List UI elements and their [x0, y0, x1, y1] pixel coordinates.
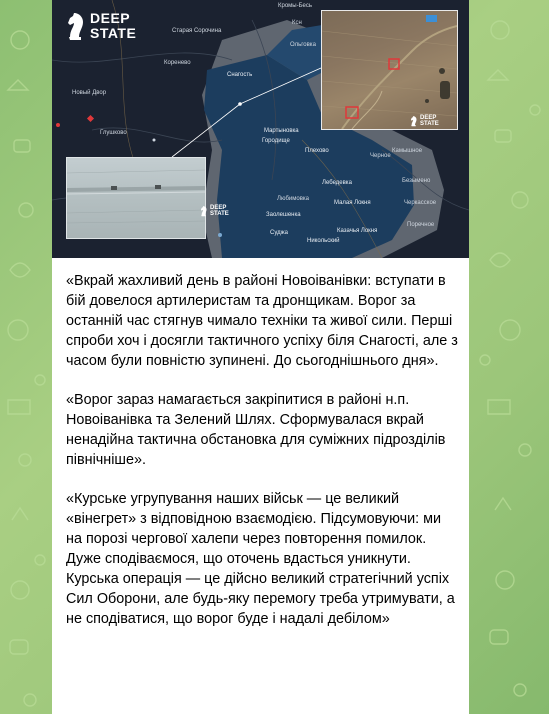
- place-label: Плехово: [305, 148, 329, 154]
- place-label: Черное: [370, 153, 391, 159]
- watermark-line-2: STATE: [420, 121, 439, 127]
- place-label: Никольский: [307, 238, 340, 244]
- message-paragraph: «Курське угрупування наших військ — це великий «вінегрет» з відповідною взаємодією. Підсумовуючи: ми на порозі чергової халепи через повторення помилок. Дуже сподіваємося, що оточень вдасться уникнути. Курська операція — це дійсно великий стратегічний успіх Сил Оборони, але будь-яку перемогу треба утримувати, а не сподіватися, що ворог буде і надалі дебілом»: [66, 491, 455, 627]
- place-label: Кромы-Бесь: [278, 3, 313, 9]
- place-label: Казачья Локня: [337, 228, 378, 234]
- watermark: [410, 115, 439, 127]
- place-label: Ксн: [292, 20, 302, 26]
- aerial-photo-inset-left: [66, 157, 206, 239]
- place-label: Малая Локня: [334, 200, 371, 206]
- aerial-field-graphic: [322, 11, 457, 129]
- place-label: Поречное: [407, 222, 435, 228]
- chess-knight-icon: [410, 115, 417, 127]
- place-label: Камышное: [392, 148, 423, 154]
- message-card: [52, 0, 469, 714]
- watermark-line-2: STATE: [210, 211, 229, 217]
- place-label: Коренево: [164, 60, 191, 66]
- message-text: [66, 271, 458, 648]
- place-label: Городище: [262, 138, 290, 144]
- place-label: Старая Сорочина: [172, 28, 222, 34]
- place-label: Суджа: [270, 230, 288, 236]
- place-label: Черкасское: [404, 200, 437, 206]
- logo-line-1: DEEP: [90, 10, 131, 26]
- place-label: Заолешенка: [266, 212, 301, 218]
- watermark-line-1: DEEP: [210, 205, 227, 211]
- place-label: Лебедевка: [322, 180, 352, 186]
- chess-knight-icon: [200, 205, 207, 217]
- message-paragraph: «Ворог зараз намагається закріпитися в районі н.п. Новоіванівка та Зелений Шлях. Сформувалася вкрай ненадійна тактична обстановка для суміжних підрозділів північніше».: [66, 392, 446, 468]
- aerial-road-graphic: [67, 158, 205, 238]
- logo-line-2: STATE: [90, 25, 137, 41]
- aerial-photo-inset-right: [321, 10, 458, 130]
- message-paragraph: «Вкрай жахливий день в районі Новоіванівки: вступати в бій довелося артилеристам та дронщикам. Ворог за останній час стягнув чимало техніки та живої сили. Перші спроби хоч і досягли тактичного успіху біля Снагості, але з часом були повністю зупинені. До сьогоднішнього дня».: [66, 273, 458, 369]
- place-label: Безымено: [402, 178, 431, 184]
- place-label: Ольговка: [290, 42, 316, 48]
- logo-text: [90, 11, 136, 41]
- place-label: Новый Двор: [72, 90, 107, 96]
- chess-knight-icon: [66, 10, 84, 42]
- place-label: Глушково: [100, 130, 127, 136]
- watermark: [200, 205, 229, 217]
- deepstate-logo: [66, 10, 136, 42]
- place-label: Снагость: [227, 72, 253, 78]
- post-map-image[interactable]: [52, 0, 469, 258]
- place-label: Мартыновка: [264, 128, 299, 134]
- place-label: Любимовка: [277, 196, 309, 202]
- watermark-line-1: DEEP: [420, 115, 437, 121]
